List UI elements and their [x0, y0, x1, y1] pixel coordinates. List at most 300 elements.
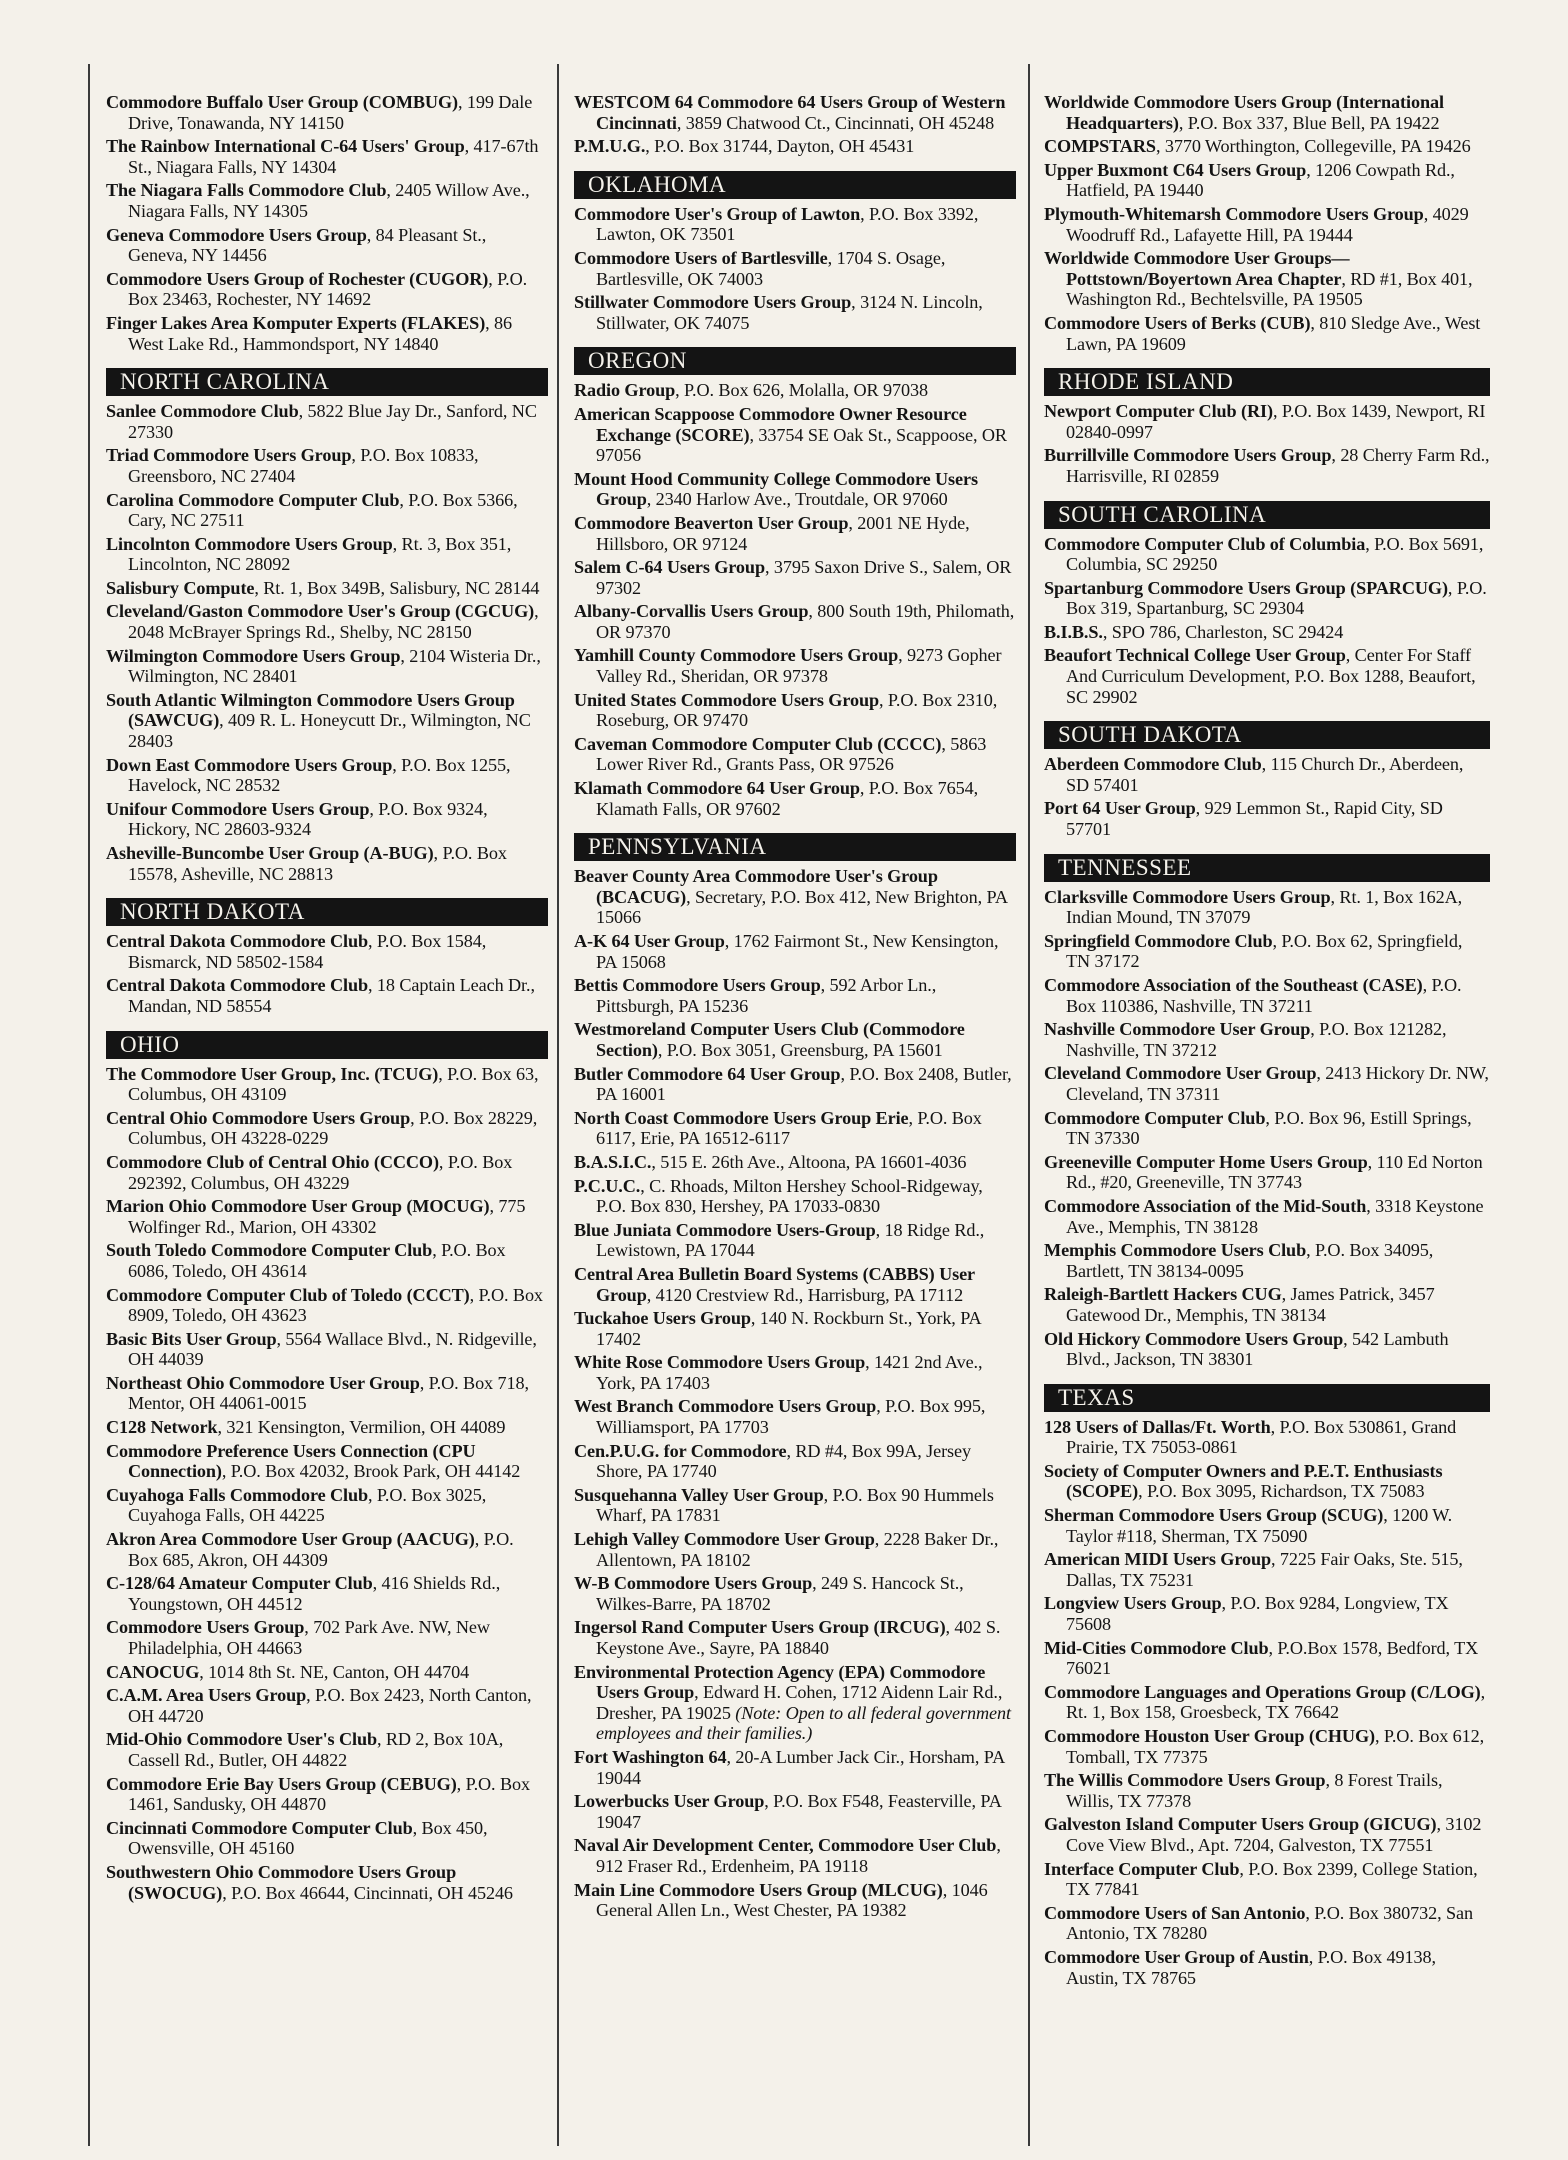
group-entry [574, 1064, 1016, 1105]
group-entry [106, 690, 548, 752]
group-name: Plymouth-Whitemarsh Commodore Users Group [1044, 203, 1424, 224]
group-address: , P.O. Box 1255, Havelock, NC 28532 [128, 754, 511, 796]
group-address: , 84 Pleasant St., Geneva, NY 14456 [128, 224, 487, 266]
group-name: C.A.M. Area Users Group [106, 1685, 307, 1706]
group-name: Greeneville Computer Home Users Group [1044, 1151, 1368, 1172]
group-name: Tuckahoe Users Group [574, 1308, 751, 1329]
group-name: Northeast Ohio Commodore User Group [106, 1372, 420, 1393]
group-address: , 3795 Saxon Drive S., Salem, OR 97302 [596, 557, 1012, 598]
group-entry [574, 1352, 1016, 1393]
group-address: , P.O. Box 3025, Cuyahoga Falls, OH 44225 [128, 1484, 487, 1526]
group-name: Commodore Association of the Southeast (CASE) [1044, 975, 1423, 995]
group-entry [574, 1791, 1016, 1832]
group-name: Commodore Languages and Operations Group (C/LOG) [1044, 1681, 1481, 1702]
group-name: Mid-Ohio Commodore User's Club [106, 1729, 377, 1750]
group-name: C128 Network [106, 1417, 218, 1438]
group-name: Spartanburg Commodore Users Group (SPARCUG) [1044, 577, 1448, 598]
group-entry [574, 1880, 1016, 1921]
group-address: , RD #1, Box 401, Washington Rd., Bechtelsville, PA 19505 [1066, 268, 1473, 310]
group-entry [106, 1573, 548, 1614]
group-address: , 2001 NE Hyde, Hillsboro, OR 97124 [596, 512, 970, 554]
group-name: B.I.B.S. [1044, 621, 1103, 642]
group-name: Old Hickory Commodore Users Group [1044, 1328, 1344, 1349]
group-address: , P.O. Box 2408, Butler, PA 16001 [596, 1063, 1012, 1105]
group-entry [106, 931, 548, 972]
group-address: , P.O. Box 1439, Newport, RI 02840-0997 [1066, 401, 1486, 442]
group-name: Mid-Cities Commodore Club [1044, 1637, 1269, 1658]
group-address: , P.O. Box 319, Spartanburg, SC 29304 [1066, 577, 1487, 619]
group-address: , 3102 Cove View Blvd., Apt. 7204, Galveston, TX 77551 [1066, 1814, 1482, 1855]
group-address: , 7225 Fair Oaks, Ste. 515, Dallas, TX 75231 [1066, 1549, 1463, 1590]
group-address: , P.O. Box 49138, Austin, TX 78765 [1066, 1946, 1436, 1988]
group-address: , Secretary, P.O. Box 412, New Brighton, PA 15066 [596, 886, 1007, 928]
group-name: Blue Juniata Commodore Users-Group [574, 1219, 876, 1240]
group-name: South Atlantic Wilmington Commodore Users Group (SAWCUG) [106, 689, 515, 731]
group-name: Cleveland Commodore User Group [1044, 1063, 1317, 1084]
group-entry [574, 1573, 1016, 1614]
group-address: , 929 Lemmon St., Rapid City, SD 57701 [1066, 798, 1443, 840]
group-entry [106, 1818, 548, 1859]
group-address: , P.O. Box 8909, Toledo, OH 43623 [128, 1284, 543, 1326]
group-name: Naval Air Development Center, Commodore User Club [574, 1835, 997, 1856]
group-entry [574, 1019, 1016, 1060]
group-entry [574, 1441, 1016, 1482]
group-address: , 4120 Crestview Rd., Harrisburg, PA 17112 [646, 1284, 964, 1305]
group-name: Finger Lakes Area Komputer Experts (FLAKES) [106, 312, 486, 333]
group-entry [1044, 1196, 1490, 1237]
group-name: Upper Buxmont C64 Users Group [1044, 159, 1307, 180]
group-name: United States Commodore Users Group [574, 689, 880, 710]
group-entry [1044, 1329, 1490, 1370]
group-entry [574, 557, 1016, 598]
group-address: , 417-67th St., Niagara Falls, NY 14304 [128, 136, 539, 177]
group-address: , 542 Lambuth Blvd., Jackson, TN 38301 [1066, 1328, 1449, 1370]
group-name: Worldwide Commodore User Groups—Pottstown/Boyertown Area Chapter [1044, 248, 1350, 289]
group-name: Klamath Commodore 64 User Group [574, 778, 860, 799]
group-address: , 1206 Cowpath Rd., Hatfield, PA 19440 [1066, 159, 1455, 201]
group-name: Unifour Commodore Users Group [106, 798, 370, 819]
group-entry [1044, 1417, 1490, 1458]
group-address: , 592 Arbor Ln., Pittsburgh, PA 15236 [596, 975, 937, 1016]
group-name: WESTCOM 64 Commodore 64 Users Group of Western Cincinnati [574, 92, 1006, 133]
group-entry [1044, 1108, 1490, 1149]
group-address: , 702 Park Ave. NW, New Philadelphia, OH 44663 [128, 1617, 490, 1658]
group-address: , P.O. Box 2310, Roseburg, OR 97470 [596, 689, 998, 731]
group-name: Commodore Users of San Antonio [1044, 1902, 1306, 1923]
group-address: , Rt. 3, Box 351, Lincolnton, NC 28092 [128, 533, 512, 575]
group-address: , P.O. Box 5366, Cary, NC 27511 [128, 489, 518, 531]
group-address: , P.O. Box 6117, Erie, PA 16512-6117 [596, 1107, 982, 1149]
group-name: Commodore Houston User Group (CHUG) [1044, 1726, 1375, 1746]
group-name: Triad Commodore Users Group [106, 445, 352, 466]
group-name: Albany-Corvallis Users Group [574, 601, 809, 622]
group-address: , P.O. Box 292392, Columbus, OH 43229 [128, 1151, 513, 1193]
group-name: Commodore Club of Central Ohio (CCCO) [106, 1151, 439, 1172]
group-name: A-K 64 User Group [574, 931, 725, 951]
group-entry [106, 225, 548, 266]
group-entry [106, 534, 548, 575]
group-name: Asheville-Buncombe User Group (A-BUG) [106, 843, 434, 863]
group-entry [1044, 401, 1490, 442]
group-address: , 912 Fraser Rd., Erdenheim, PA 19118 [596, 1835, 1001, 1876]
group-entry [574, 1485, 1016, 1526]
state-header: PENNSYLVANIA [574, 833, 1016, 861]
group-entry [574, 513, 1016, 554]
group-address: , Rt. 1, Box 349B, Salisbury, NC 28144 [254, 577, 540, 598]
group-name: Stillwater Commodore Users Group [574, 292, 852, 313]
group-name: Commodore Users Group of Rochester (CUGOR) [106, 268, 489, 289]
column-rule-right [1028, 64, 1030, 2146]
group-entry [106, 1108, 548, 1149]
group-address: , P.O. Box 9284, Longview, TX 75608 [1066, 1593, 1449, 1635]
group-entry [106, 1240, 548, 1281]
group-entry [574, 1264, 1016, 1305]
group-name: Burrillville Commodore Users Group [1044, 445, 1332, 466]
group-address: , P.O. Box 612, Tomball, TX 77375 [1066, 1726, 1485, 1767]
group-name: COMPSTARS [1044, 136, 1156, 157]
group-name: Commodore Computer Club of Toledo (CCCT) [106, 1284, 470, 1305]
group-entry [1044, 887, 1490, 928]
group-entry [574, 1747, 1016, 1788]
group-address: , 5822 Blue Jay Dr., Sanford, NC 27330 [128, 401, 537, 442]
group-address: , 775 Wolfinger Rd., Marion, OH 43302 [128, 1196, 526, 1237]
group-address: , P.O. Box 3095, Richardson, TX 75083 [1138, 1481, 1425, 1502]
group-name: Commodore Users of Berks (CUB) [1044, 312, 1311, 333]
group-entry [106, 1285, 548, 1326]
group-entry [106, 136, 548, 177]
group-entry [574, 1108, 1016, 1149]
group-address: , P.O. Box 626, Molalla, OR 97038 [675, 380, 929, 401]
state-header: OHIO [106, 1031, 548, 1059]
group-address: , P.O. Box 62, Springfield, TN 37172 [1066, 930, 1463, 972]
group-address: , 86 West Lake Rd., Hammondsport, NY 14840 [128, 312, 513, 354]
group-name: Commodore Computer Club [1044, 1107, 1266, 1128]
group-name: Cuyahoga Falls Commodore Club [106, 1484, 369, 1505]
group-name: South Toledo Commodore Computer Club [106, 1240, 433, 1261]
group-name: Cincinnati Commodore Computer Club [106, 1817, 413, 1838]
group-name: 128 Users of Dallas/Ft. Worth [1044, 1416, 1271, 1437]
group-entry [1044, 1019, 1490, 1060]
state-header: TENNESSEE [1044, 854, 1490, 882]
group-entry [1044, 92, 1490, 133]
directory-column-2 [574, 92, 1016, 2112]
group-name: W-B Commodore Users Group [574, 1573, 813, 1594]
group-name: Nashville Commodore User Group [1044, 1019, 1311, 1040]
group-name: P.M.U.G. [574, 136, 646, 157]
group-name: American Scappoose Commodore Owner Resource Exchange (SCORE) [574, 403, 967, 445]
group-address: , P.O. Box 9324, Hickory, NC 28603-9324 [128, 798, 488, 840]
group-name: White Rose Commodore Users Group [574, 1352, 866, 1373]
group-address: , 3124 N. Lincoln, Stillwater, OK 74075 [596, 292, 983, 333]
group-entry [574, 645, 1016, 686]
group-name: Commodore Erie Bay Users Group (CEBUG) [106, 1773, 457, 1794]
group-entry [574, 404, 1016, 466]
group-name: American MIDI Users Group [1044, 1549, 1272, 1570]
group-entry [106, 1485, 548, 1526]
group-entry [574, 1529, 1016, 1570]
group-entry [106, 269, 548, 310]
group-name: Akron Area Commodore User Group (AACUG) [106, 1529, 475, 1550]
state-header: SOUTH DAKOTA [1044, 721, 1490, 749]
group-entry [574, 380, 1016, 401]
group-entry [106, 1196, 548, 1237]
group-entry [1044, 578, 1490, 619]
group-entry [574, 778, 1016, 819]
group-name: Butler Commodore 64 User Group [574, 1063, 841, 1084]
group-entry [1044, 248, 1490, 310]
group-entry [574, 248, 1016, 289]
group-name: Port 64 User Group [1044, 798, 1196, 819]
group-address: , Rt. 1, Box 162A, Indian Mound, TN 37079 [1066, 886, 1463, 928]
group-name: Wilmington Commodore Users Group [106, 645, 401, 666]
group-address: , C. Rhoads, Milton Hershey School-Ridgeway, P.O. Box 830, Hershey, PA 17033-0830 [596, 1175, 983, 1217]
group-name: Salisbury Compute [106, 577, 255, 598]
group-entry [106, 975, 548, 1016]
group-entry [106, 1729, 548, 1770]
group-address: , 8 Forest Trails, Willis, TX 77378 [1066, 1770, 1443, 1811]
group-entry [106, 601, 548, 642]
group-name: Society of Computer Owners and P.E.T. Enthusiasts (SCOPE) [1044, 1460, 1443, 1502]
group-address: , 810 Sledge Ave., West Lawn, PA 19609 [1066, 312, 1481, 354]
directory-column-3 [1044, 92, 1490, 2112]
group-name: Down East Commodore Users Group [106, 754, 393, 775]
group-entry [1044, 1505, 1490, 1546]
group-address: , P.O. Box F548, Feasterville, PA 19047 [596, 1791, 1001, 1832]
group-address: , P.O. Box 121282, Nashville, TN 37212 [1066, 1019, 1447, 1060]
group-address: , 249 S. Hancock St., Wilkes-Barre, PA 18702 [596, 1573, 964, 1614]
group-address: , P.O. Box 5691, Columbia, SC 29250 [1066, 533, 1484, 575]
group-address: , 3770 Worthington, Collegeville, PA 19426 [1155, 136, 1471, 157]
group-address: , P.O. Box 2423, North Canton, OH 44720 [128, 1685, 532, 1726]
group-name: Westmoreland Computer Users Club (Commodore Section) [574, 1019, 965, 1060]
group-entry [106, 1417, 548, 1438]
group-name: Marion Ohio Commodore User Group (MOCUG) [106, 1196, 490, 1217]
group-entry [1044, 1240, 1490, 1281]
group-name: Commodore Users Group [106, 1617, 305, 1638]
group-address: , 9273 Gopher Valley Rd., Sheridan, OR 97378 [596, 645, 1002, 687]
group-entry [1044, 798, 1490, 839]
group-address: , P.O. Box 1461, Sandusky, OH 44870 [128, 1773, 530, 1815]
group-name: Memphis Commodore Users Club [1044, 1240, 1307, 1261]
group-entry [574, 1835, 1016, 1876]
group-entry [574, 1152, 1016, 1173]
group-address: , P.O.Box 1578, Bedford, TX 76021 [1066, 1637, 1479, 1679]
group-name: Clarksville Commodore Users Group [1044, 886, 1331, 907]
group-address: , 1014 8th St. NE, Canton, OH 44704 [199, 1661, 470, 1682]
group-entry [106, 313, 548, 354]
group-address: , SPO 786, Charleston, SC 29424 [1102, 621, 1344, 642]
group-address: , P.O. Box 1584, Bismarck, ND 58502-1584 [128, 931, 487, 972]
group-entry [1044, 645, 1490, 707]
group-address: , P.O. Box 96, Estill Springs, TN 37330 [1066, 1107, 1472, 1149]
state-header: SOUTH CAROLINA [1044, 501, 1490, 529]
group-name: Beaver County Area Commodore User's Group (BCACUG) [574, 866, 938, 907]
group-address: , P.O. Box 3051, Greensburg, PA 15601 [657, 1039, 943, 1060]
group-entry [574, 136, 1016, 157]
group-address: , 2228 Baker Dr., Allentown, PA 18102 [596, 1529, 999, 1570]
group-name: Central Dakota Commodore Club [106, 931, 368, 952]
group-entry [574, 469, 1016, 510]
group-address: , 2048 McBrayer Springs Rd., Shelby, NC 28150 [128, 601, 539, 643]
group-entry [106, 1441, 548, 1482]
group-address: , P.O. Box 530861, Grand Prairie, TX 75053-0861 [1066, 1416, 1457, 1458]
group-entry [106, 1774, 548, 1815]
state-header: NORTH DAKOTA [106, 898, 548, 926]
group-entry [106, 755, 548, 796]
group-name: Main Line Commodore Users Group (MLCUG) [574, 1879, 943, 1900]
group-address: , 402 S. Keystone Ave., Sayre, PA 18840 [596, 1617, 1001, 1658]
column-rule-middle [557, 64, 559, 2146]
column-rule-left [88, 64, 90, 2146]
group-entry [106, 180, 548, 221]
group-name: Commodore Beaverton User Group [574, 512, 849, 533]
group-entry [106, 1529, 548, 1570]
group-entry [1044, 1284, 1490, 1325]
group-address: , Box 450, Owensville, OH 45160 [128, 1817, 488, 1859]
group-entry [1044, 1770, 1490, 1811]
group-name: Cen.P.U.G. for Commodore [574, 1440, 787, 1461]
group-address: , 321 Kensington, Vermilion, OH 44089 [217, 1417, 506, 1438]
group-entry [574, 975, 1016, 1016]
group-name: Commodore User Group of Austin [1044, 1946, 1309, 1967]
group-entry [106, 490, 548, 531]
group-name: Lincolnton Commodore Users Group [106, 533, 393, 554]
group-entry [1044, 1726, 1490, 1767]
group-entry [1044, 931, 1490, 972]
group-entry [1044, 1638, 1490, 1679]
group-name: Central Area Bulletin Board Systems (CABBS) User Group [574, 1263, 975, 1305]
group-address: , RD #4, Box 99A, Jersey Shore, PA 17740 [596, 1440, 971, 1482]
group-name: B.A.S.I.C. [574, 1151, 652, 1172]
group-entry [574, 292, 1016, 333]
group-entry [1044, 445, 1490, 486]
group-entry [574, 204, 1016, 245]
group-address: , P.O. Box 3392, Lawton, OK 73501 [596, 203, 979, 245]
group-address: , 416 Shields Rd., Youngstown, OH 44512 [128, 1573, 501, 1614]
group-address: , 5564 Wallace Blvd., N. Ridgeville, OH 44039 [128, 1328, 537, 1370]
state-header: OREGON [574, 347, 1016, 375]
group-address: , P.O. Box 718, Mentor, OH 44061-0015 [128, 1372, 529, 1414]
group-entry [1044, 313, 1490, 354]
group-entry [106, 1329, 548, 1370]
group-name: Bettis Commodore Users Group [574, 975, 821, 996]
group-name: Longview Users Group [1044, 1593, 1222, 1614]
group-name: The Commodore User Group, Inc. (TCUG) [106, 1063, 439, 1084]
group-name: C-128/64 Amateur Computer Club [106, 1573, 373, 1594]
group-address: , P.O. Box 31744, Dayton, OH 45431 [645, 136, 915, 157]
group-entry [106, 1152, 548, 1193]
group-address: , P.O. Box 34095, Bartlett, TN 38134-0095 [1066, 1240, 1434, 1281]
group-address: , 33754 SE Oak St., Scappoose, OR 97056 [596, 424, 1007, 466]
group-entry [1044, 1682, 1490, 1723]
group-entry [106, 445, 548, 486]
group-note: (Note: Open to all federal government employees and their families.) [596, 1702, 1011, 1744]
group-address: , 1704 S. Osage, Bartlesville, OK 74003 [596, 247, 946, 289]
group-name: Mount Hood Community College Commodore Users Group [574, 468, 978, 510]
group-entry [106, 1662, 548, 1683]
group-address: , P.O. Box 7654, Klamath Falls, OR 97602 [596, 778, 979, 819]
group-name: The Niagara Falls Commodore Club [106, 180, 387, 201]
group-entry [574, 866, 1016, 928]
group-address: , 1421 2nd Ave., York, PA 17403 [596, 1352, 983, 1393]
group-name: Commodore Computer Club of Columbia [1044, 533, 1366, 554]
group-name: Lowerbucks User Group [574, 1791, 765, 1812]
group-entry [1044, 160, 1490, 201]
group-entry [1044, 1593, 1490, 1634]
group-address: , P.O. Box 15578, Asheville, NC 28813 [128, 843, 507, 884]
group-address: , 1046 General Allen Ln., West Chester, PA 19382 [596, 1879, 988, 1921]
state-header: TEXAS [1044, 1384, 1490, 1412]
group-address: , P.O. Box 337, Blue Bell, PA 19422 [1178, 112, 1440, 133]
group-entry [1044, 1549, 1490, 1590]
state-header: NORTH CAROLINA [106, 368, 548, 396]
group-address: , 515 E. 26th Ave., Altoona, PA 16601-4036 [651, 1151, 967, 1172]
group-entry [1044, 534, 1490, 575]
group-entry [106, 799, 548, 840]
group-address: , P.O. Box 6086, Toledo, OH 43614 [128, 1240, 506, 1281]
group-name: Fort Washington 64 [574, 1746, 727, 1767]
group-name: Commodore Users of Bartlesville [574, 247, 828, 268]
group-entry [1044, 1947, 1490, 1988]
group-entry [1044, 1903, 1490, 1944]
group-name: Interface Computer Club [1044, 1858, 1240, 1879]
group-name: Commodore Buffalo User Group (COMBUG) [106, 92, 458, 112]
group-entry [574, 931, 1016, 972]
group-entry [106, 1617, 548, 1658]
group-entry [574, 1662, 1016, 1744]
group-entry [1044, 1063, 1490, 1104]
group-entry [106, 843, 548, 884]
group-address: , 800 South 19th, Philomath, OR 97370 [596, 601, 1015, 642]
directory-column-1 [106, 92, 548, 2112]
group-name: Raleigh-Bartlett Hackers CUG [1044, 1284, 1282, 1305]
group-address: , RD 2, Box 10A, Cassell Rd., Butler, OH 44822 [128, 1729, 504, 1770]
group-address: , 18 Ridge Rd., Lewistown, PA 17044 [596, 1219, 985, 1261]
group-address: , Rt. 1, Box 158, Groesbeck, TX 76642 [1066, 1681, 1486, 1723]
group-address: , P.O. Box 46644, Cincinnati, OH 45246 [222, 1882, 513, 1903]
group-address: , 199 Dale Drive, Tonawanda, NY 14150 [128, 92, 533, 133]
group-name: Lehigh Valley Commodore User Group [574, 1529, 875, 1550]
group-entry [106, 578, 548, 599]
group-name: CANOCUG [106, 1661, 200, 1682]
group-name: Commodore Preference Users Connection (CPU Connection) [106, 1440, 476, 1482]
group-name: Salem C-64 Users Group [574, 557, 765, 578]
group-address: , 2405 Willow Ave., Niagara Falls, NY 14305 [128, 180, 530, 221]
group-address: , 28 Cherry Farm Rd., Harrisville, RI 02859 [1066, 445, 1490, 486]
group-address: , 3318 Keystone Ave., Memphis, TN 38128 [1066, 1195, 1484, 1237]
group-address: , James Patrick, 3457 Gatewood Dr., Memphis, TN 38134 [1066, 1284, 1435, 1325]
group-entry [574, 1176, 1016, 1217]
group-entry [574, 734, 1016, 775]
group-entry [106, 92, 548, 133]
group-entry [106, 1373, 548, 1414]
group-name: Geneva Commodore Users Group [106, 224, 367, 245]
group-entry [106, 1862, 548, 1903]
group-name: Sherman Commodore Users Group (SCUG) [1044, 1505, 1384, 1526]
group-name: Springfield Commodore Club [1044, 930, 1273, 951]
group-entry [1044, 1859, 1490, 1900]
group-name: North Coast Commodore Users Group Erie [574, 1107, 909, 1128]
group-entry [1044, 622, 1490, 643]
group-entry [1044, 136, 1490, 157]
group-name: Carolina Commodore Computer Club [106, 489, 400, 510]
group-address: , Center For Staff And Curriculum Development, P.O. Box 1288, Beaufort, SC 29902 [1066, 645, 1476, 707]
group-address: , 409 R. L. Honeycutt Dr., Wilmington, NC 28403 [128, 710, 531, 752]
group-name: Aberdeen Commodore Club [1044, 754, 1262, 775]
state-header: OKLAHOMA [574, 171, 1016, 199]
group-entry [1044, 975, 1490, 1016]
group-address: , P.O. Box 2399, College Station, TX 77841 [1066, 1858, 1478, 1900]
